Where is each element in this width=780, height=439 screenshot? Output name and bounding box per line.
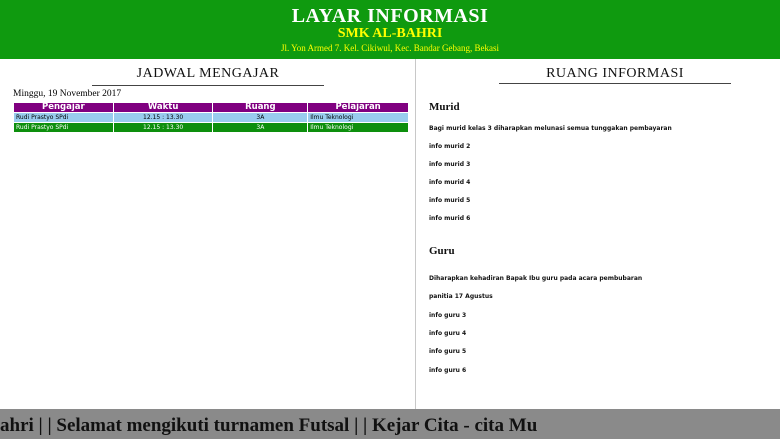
guru-heading: Guru: [429, 245, 455, 257]
cell-subject: Ilmu Teknologi: [308, 123, 409, 133]
table-row: [14, 113, 409, 123]
guru-info-item: info guru 6: [429, 367, 467, 374]
murid-info-item: info murid 5: [429, 197, 471, 204]
schedule-heading-underline: [92, 85, 324, 86]
schedule-header-row: [14, 103, 409, 113]
table-row: [14, 123, 409, 133]
info-heading-underline: [499, 83, 731, 84]
header-banner: [0, 0, 780, 59]
schedule-date: Minggu, 19 November 2017: [13, 89, 122, 99]
murid-info-item: info murid 4: [429, 179, 471, 186]
ticker-text: ahri | | Selamat mengikuti turnamen Futsal | | Kejar Cita - cita Mu: [0, 415, 538, 436]
page-title: LAYAR INFORMASI: [291, 5, 489, 27]
guru-info-item: info guru 5: [429, 348, 467, 355]
cell-subject: Ilmu Teknologi: [308, 113, 409, 123]
cell-room: 3A: [213, 113, 308, 123]
murid-heading: Murid: [429, 101, 460, 113]
cell-teacher: Rudi Prastyo SPdi: [14, 113, 114, 123]
cell-time: 12.15 : 13.30: [113, 113, 213, 123]
column-header-room: Ruang: [213, 103, 308, 113]
murid-info-item: info murid 6: [429, 215, 471, 222]
column-header-time: Waktu: [113, 103, 213, 113]
schedule-panel: [0, 59, 416, 409]
schedule-heading: JADWAL MENGAJAR: [136, 66, 280, 81]
guru-info-item: info guru 4: [429, 330, 467, 337]
guru-info-item: Diharapkan kehadiran Bapak Ibu guru pada acara pembubaran: [429, 275, 643, 282]
murid-info-item: info murid 3: [429, 161, 471, 168]
guru-info-item: info guru 3: [429, 312, 467, 319]
cell-time: 12.15 : 13.30: [113, 123, 213, 133]
cell-room: 3A: [213, 123, 308, 133]
murid-info-item: Bagi murid kelas 3 diharapkan melunasi semua tunggakan pembayaran: [429, 125, 672, 132]
column-header-subject: Pelajaran: [308, 103, 409, 113]
info-panel: [417, 59, 780, 409]
info-heading: RUANG INFORMASI: [546, 66, 684, 81]
column-header-teacher: Pengajar: [14, 103, 114, 113]
murid-info-item: info murid 2: [429, 143, 471, 150]
schedule-table: [13, 102, 409, 133]
school-address: Jl. Yon Armed 7. Kel. Cikiwul, Kec. Bandar Gebang, Bekasi: [281, 43, 499, 53]
guru-info-item: panitia 17 Agustus: [429, 293, 493, 300]
school-name: SMK AL-BAHRI: [337, 26, 443, 41]
cell-teacher: Rudi Prastyo SPdi: [14, 123, 114, 133]
news-ticker: [0, 409, 780, 439]
